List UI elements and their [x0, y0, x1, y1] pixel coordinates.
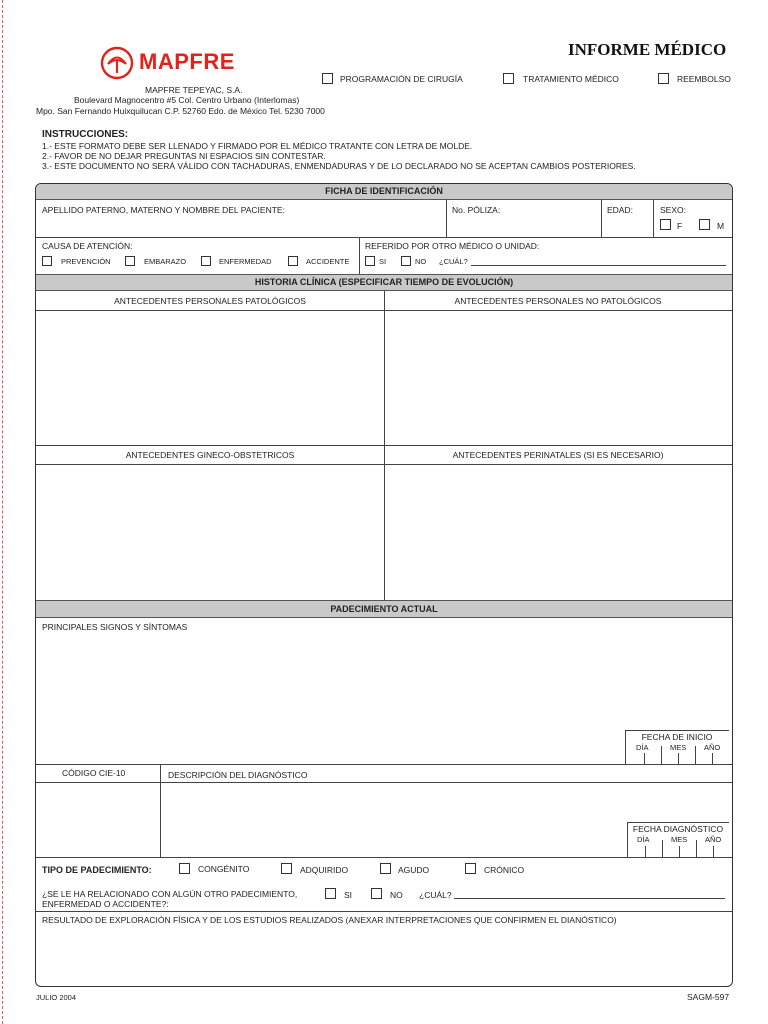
relacionado-no-label: NO — [390, 890, 403, 900]
no-patologicos-label: ANTECEDENTES PERSONALES NO PATOLÓGICOS — [454, 296, 662, 306]
reembolso-label: REEMBOLSO — [677, 74, 731, 84]
referido-no-label: NO — [415, 257, 427, 266]
referido-cual-line[interactable] — [471, 265, 726, 266]
agudo-label: AGUDO — [398, 865, 430, 875]
poliza-label: No. PÓLIZA: — [452, 205, 501, 215]
referido-si-label: SI — [379, 257, 387, 266]
instructions-heading: INSTRUCCIONES: — [42, 129, 129, 140]
cronico-checkbox[interactable] — [465, 863, 476, 874]
resultado-label: RESULTADO DE EXPLORACIÓN FÍSICA Y DE LOS ESTUDIOS REALIZADOS (ANEXAR INTERPRETACIONES QUE CONFIRMEN EL DIANÓSTICO) — [42, 915, 617, 925]
historia-header: HISTORIA CLÍNICA (ESPECIFICAR TIEMPO DE EVOLUCIÓN) — [36, 274, 732, 291]
footer-code: SAGM-597 — [687, 992, 730, 1002]
accidente-checkbox[interactable] — [288, 256, 298, 266]
relacionado-si-label: SI — [344, 890, 353, 900]
perinatales-label: ANTECEDENTES PERINATALES (SI ES NECESARIO) — [452, 450, 664, 460]
agudo-checkbox[interactable] — [380, 863, 391, 874]
adquirido-checkbox[interactable] — [281, 863, 292, 874]
instruction-2: 2.- FAVOR DE NO DEJAR PREGUNTAS NI ESPACIOS SIN CONTESTAR. — [42, 151, 326, 161]
embarazo-label: EMBARAZO — [144, 257, 187, 266]
prevencion-label: PREVENCIÓN — [61, 257, 111, 266]
sexo-f-checkbox[interactable] — [660, 219, 671, 230]
cirugia-label: PROGRAMACIÓN DE CIRUGÍA — [340, 74, 463, 84]
company-name: MAPFRE TEPEYAC, S.A. — [145, 85, 243, 95]
fecha-diagnostico-dia: DÍA — [637, 835, 650, 844]
tipo-label: TIPO DE PADECIMIENTO: — [42, 865, 152, 875]
congenito-label: CONGÉNITO — [198, 864, 250, 874]
padecimiento-header: PADECIMIENTO ACTUAL — [36, 600, 732, 618]
referido-si-checkbox[interactable] — [365, 256, 375, 266]
referido-no-checkbox[interactable] — [401, 256, 411, 266]
fecha-diagnostico-mes: MES — [671, 835, 688, 844]
enfermedad-checkbox[interactable] — [201, 256, 211, 266]
instruction-3: 3.- ESTE DOCUMENTO NO SERÁ VÁLIDO CON TACHADURAS, ENMENDADURAS Y DE LO DECLARADO NO SE ACEPTAN CAMBIOS POSTERIORES. — [42, 161, 636, 171]
page-title: INFORME MÉDICO — [568, 40, 727, 59]
reembolso-checkbox[interactable] — [658, 73, 669, 84]
codigo-label: CÓDIGO CIE-10 — [62, 768, 126, 778]
relacionado-cual-line[interactable] — [454, 898, 725, 899]
relacionado-si-checkbox[interactable] — [325, 888, 336, 899]
referido-label: REFERIDO POR OTRO MÉDICO O UNIDAD: — [365, 241, 540, 251]
fecha-diagnostico-anio: AÑO — [705, 835, 722, 844]
sexo-label: SEXO: — [660, 205, 686, 215]
company-address-2: Mpo. San Fernando Huixquilucan C.P. 52760 Edo. de México Tel. 5230 7000 — [36, 106, 325, 116]
instruction-1: 1.- ESTE FORMATO DEBE SER LLENADO Y FIRMADO POR EL MÉDICO TRATANTE CON LETRA DE MOLDE. — [42, 141, 473, 151]
fecha-inicio-anio: AÑO — [704, 743, 721, 752]
perforation-line — [2, 0, 3, 1024]
tratamiento-label: TRATAMIENTO MÉDICO — [523, 74, 619, 84]
relacionado-cual-label: ¿CUÁL? — [419, 890, 452, 900]
referido-cual-label: ¿CUÁL? — [439, 257, 468, 266]
mapfre-logo-icon — [100, 46, 134, 80]
sexo-m-label: M — [717, 221, 725, 231]
company-address-1: Boulevard Magnocentro #5 Col. Centro Urbano (Interlomas) — [74, 95, 300, 105]
descripcion-label: DESCRIPCIÓN DEL DIAGNÓSTICO — [168, 770, 308, 780]
cirugia-checkbox[interactable] — [322, 73, 333, 84]
edad-label: EDAD: — [607, 205, 633, 215]
relacionado-no-checkbox[interactable] — [371, 888, 382, 899]
fecha-inicio-dia: DÍA — [636, 743, 649, 752]
enfermedad-label: ENFERMEDAD — [219, 257, 272, 266]
congenito-checkbox[interactable] — [179, 863, 190, 874]
ficha-header: FICHA DE IDENTIFICACIÓN — [36, 184, 732, 200]
causa-label: CAUSA DE ATENCIÓN: — [42, 241, 133, 251]
relacionado-label-1: ¿SE LE HA RELACIONADO CON ALGÚN OTRO PADECIMIENTO, — [42, 889, 298, 899]
fecha-diagnostico-label: FECHA DIAGNÓSTICO — [632, 824, 724, 834]
relacionado-label-2: ENFERMEDAD O ACCIDENTE?: — [42, 899, 169, 909]
sexo-m-checkbox[interactable] — [699, 219, 710, 230]
tratamiento-checkbox[interactable] — [503, 73, 514, 84]
fecha-inicio-mes: MES — [670, 743, 687, 752]
footer-date: JULIO 2004 — [36, 993, 77, 1002]
prevencion-checkbox[interactable] — [42, 256, 52, 266]
embarazo-checkbox[interactable] — [125, 256, 135, 266]
fecha-inicio-label: FECHA DE INICIO — [641, 732, 713, 742]
signos-label: PRINCIPALES SIGNOS Y SÍNTOMAS — [42, 622, 188, 632]
paciente-label: APELLIDO PATERNO, MATERNO Y NOMBRE DEL PACIENTE: — [42, 205, 285, 215]
gineco-label: ANTECEDENTES GINECO-OBSTETRICOS — [125, 450, 295, 460]
cronico-label: CRÓNICO — [484, 865, 525, 875]
sexo-f-label: F — [677, 221, 683, 231]
adquirido-label: ADQUIRIDO — [300, 865, 349, 875]
patologicos-label: ANTECEDENTES PERSONALES PATOLÓGICOS — [114, 296, 306, 306]
mapfre-logo-text: MAPFRE — [139, 49, 235, 74]
accidente-label: ACCIDENTE — [306, 257, 350, 266]
